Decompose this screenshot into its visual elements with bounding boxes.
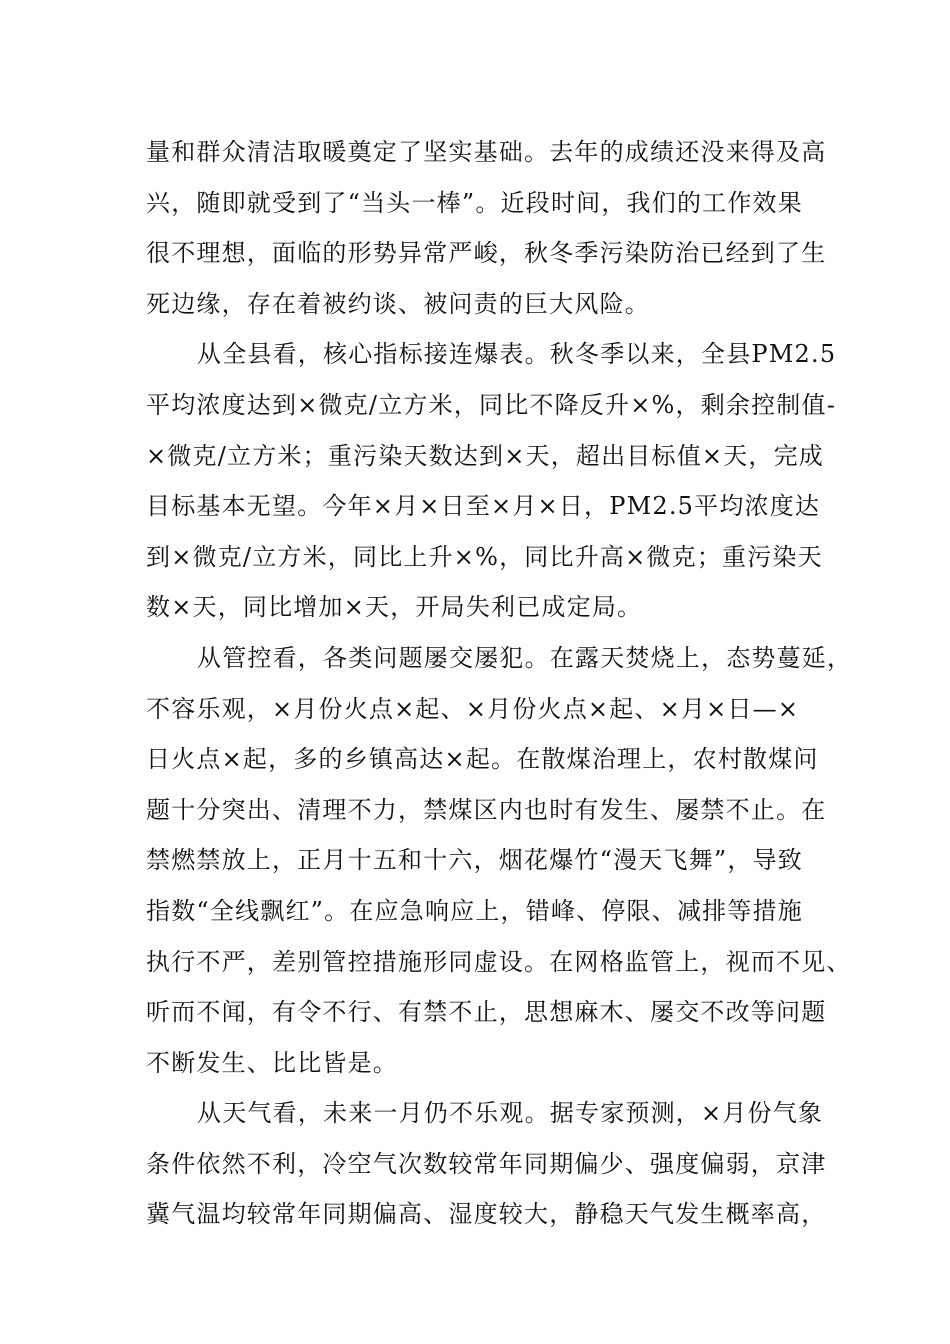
text-line: 条件依然不利，冷空气次数较常年同期偏少、强度偏弱，京津 — [146, 1149, 827, 1178]
text-line: 从天气看，未来一月仍不乐观。据专家预测，×月份气象 — [197, 1099, 824, 1128]
text-line: 量和群众清洁取暖奠定了坚实基础。去年的成绩还没来得及高 — [146, 138, 827, 166]
text-line: 兴，随即就受到了“当头一棒”。近段时间，我们的工作效果 — [146, 188, 803, 217]
text-line: 日火点×起，多的乡镇高达×起。在散煤治理上，农村散煤问 — [146, 745, 819, 774]
text-line: ×微克/立方米；重污染天数达到×天，超出目标值×天，完成 — [146, 441, 825, 470]
text-line: 题十分突出、清理不力，禁煤区内也时有发生、屡禁不止。在 — [146, 795, 827, 824]
text-line: 禁燃禁放上，正月十五和十六，烟花爆竹“漫天飞舞”，导致 — [146, 846, 803, 875]
text-line: 从全县看，核心指标接连爆表。秋冬季以来，全县PM2.5 — [197, 340, 837, 369]
text-line: 听而不闻，有令不行、有禁不止，思想麻木、屡交不改等问题 — [146, 998, 827, 1027]
paragraph-2 — [146, 329, 837, 633]
text-line: 平均浓度达到×微克/立方米，同比不降反升×%，剩余控制值- — [146, 390, 837, 419]
text-line: 很不理想，面临的形势异常严峻，秋冬季污染防治已经到了生 — [146, 239, 827, 268]
text-line: 不容乐观，×月份火点×起、×月份火点×起、×月×日—× — [146, 694, 800, 723]
text-line: 冀气温均较常年同期偏高、湿度较大，静稳天气发生概率高， — [146, 1200, 827, 1229]
text-line: 从管控看，各类问题屡交屡犯。在露天焚烧上，态势蔓延， — [197, 643, 853, 672]
paragraph-1 — [146, 127, 827, 329]
paragraph-3 — [146, 633, 853, 1088]
text-line: 死边缘，存在着被约谈、被问责的巨大风险。 — [146, 289, 650, 318]
text-line: 执行不严，差别管控措施形同虚设。在网格监管上，视而不见、 — [146, 947, 852, 976]
text-line: 到×微克/立方米，同比上升×%，同比升高×微克；重污染天 — [146, 542, 823, 571]
text-line: 数×天，同比增加×天，开局失利已成定局。 — [146, 593, 643, 622]
document-body — [146, 127, 853, 1240]
text-line: 目标基本无望。今年×月×日至×月×日，PM2.5平均浓度达 — [146, 492, 821, 521]
text-line: 指数“全线飘红”。在应急响应上，错峰、停限、减排等措施 — [146, 896, 803, 925]
paragraph-4 — [146, 1088, 827, 1240]
text-line: 不断发生、比比皆是。 — [146, 1048, 398, 1077]
